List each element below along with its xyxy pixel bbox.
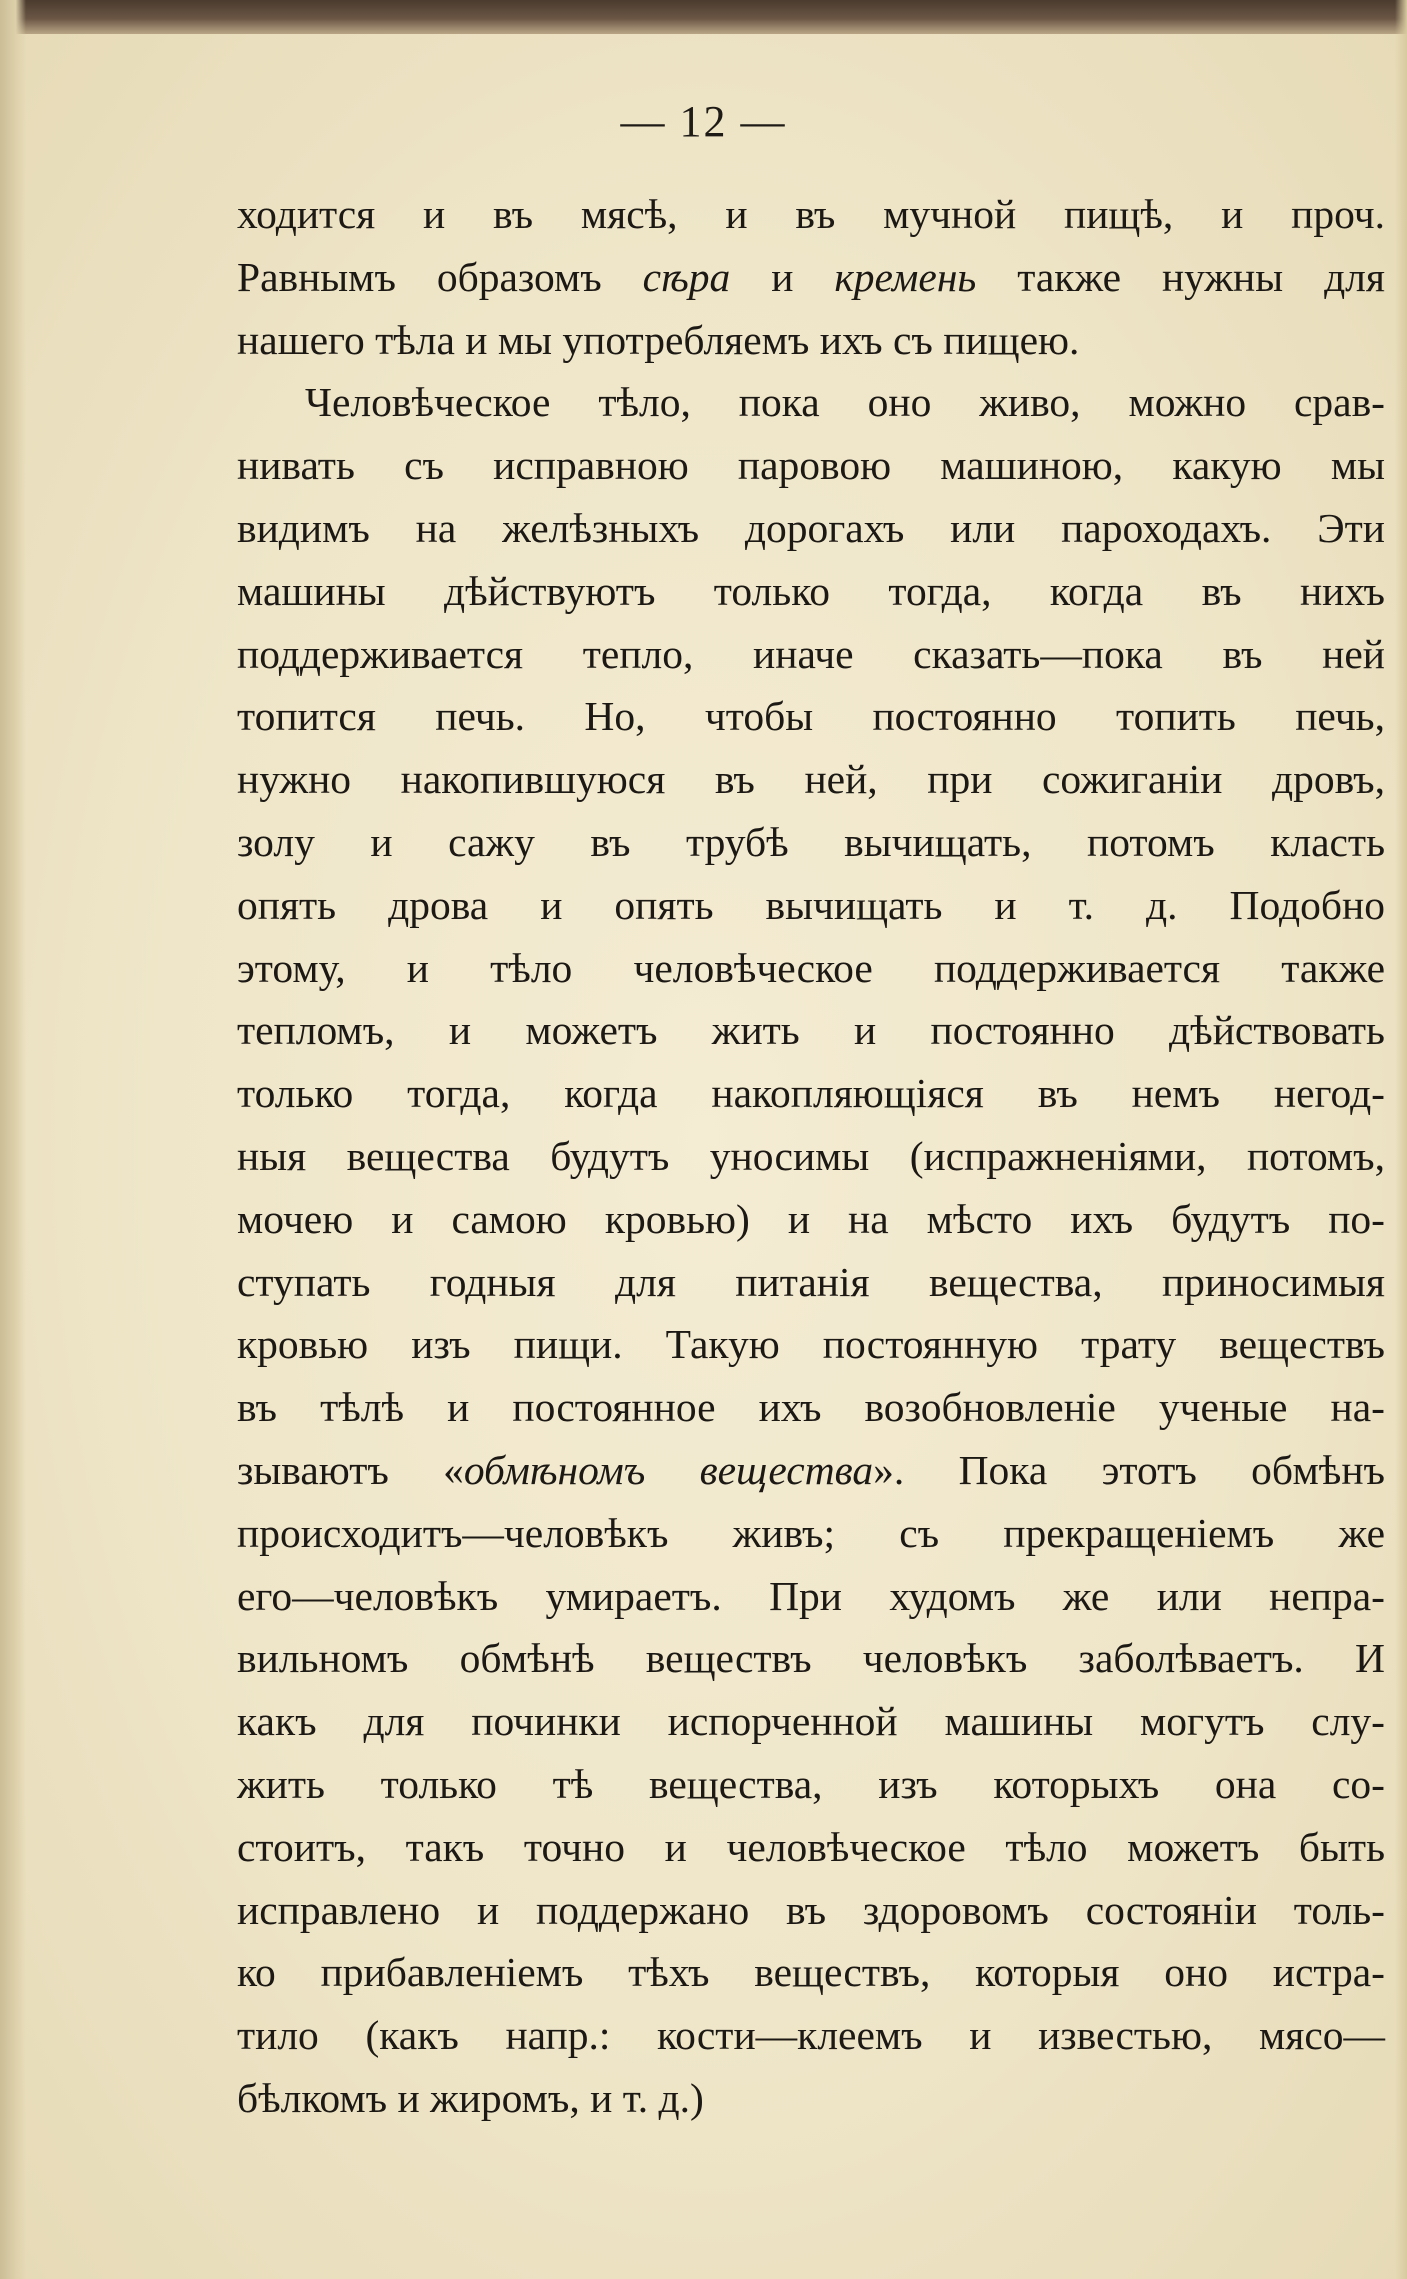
text-segment: также нужны для (976, 253, 1385, 300)
text-segment: поддерживается тепло, иначе сказать—пока въ ней (237, 630, 1385, 677)
text-line (237, 2004, 1385, 2067)
text-segment: ». Пока этотъ обмѣнъ (873, 1446, 1386, 1493)
text-line (237, 1879, 1385, 1942)
text-line (237, 1251, 1385, 1314)
page-number: — 12 — (620, 97, 787, 146)
text-segment: ходится и въ мясѣ, и въ мучной пищѣ, и проч. (237, 191, 1385, 237)
text-segment: ныя вещества будутъ уносимы (испражненіями, потомъ, (237, 1132, 1385, 1179)
text-segment: тепломъ, и можетъ жить и постоянно дѣйствовать (237, 1007, 1385, 1054)
text-segment: опять дрова и опять вычищать и т. д. Подобно (237, 881, 1385, 928)
text-line (237, 811, 1385, 874)
text-segment: и (730, 253, 835, 300)
text-line (237, 685, 1385, 748)
text-segment: машины дѣйствуютъ только тогда, когда въ нихъ (237, 567, 1385, 614)
text-segment: нужно накопившуюся въ ней, при сожиганіи дровъ, (237, 756, 1385, 803)
text-line (237, 497, 1385, 560)
italic-term: обмѣномъ вещества (463, 1446, 874, 1493)
text-line (237, 246, 1385, 309)
body-text (237, 183, 1385, 2130)
text-line (237, 937, 1385, 1000)
text-segment: въ тѣлѣ и постоянное ихъ возобновленіе ученые на- (237, 1384, 1385, 1431)
text-segment: исправлено и поддержано въ здоровомъ состояніи толь- (237, 1886, 1385, 1933)
text-line (237, 1313, 1385, 1376)
text-segment: бѣлкомъ и жиромъ, и т. д.) (237, 2074, 704, 2121)
text-segment: мочею и самою кровью) и на мѣсто ихъ будутъ по- (237, 1195, 1385, 1242)
italic-term: кремень (834, 253, 977, 300)
page-left-edge (0, 0, 26, 2279)
text-line (237, 183, 1385, 246)
text-segment: нашего тѣла и мы употребляемъ ихъ съ пищею. (237, 316, 1080, 363)
text-segment: Равнымъ образомъ (237, 253, 643, 300)
text-line (237, 2067, 1385, 2130)
text-segment: какъ для починки испорченной машины могутъ слу- (237, 1698, 1385, 1745)
text-segment: этому, и тѣло человѣческое поддерживается также (237, 944, 1385, 991)
text-segment: тило (какъ напр.: кости—клеемъ и известью, мясо— (237, 2012, 1385, 2059)
text-segment: происходитъ—человѣкъ живъ; съ прекращеніемъ же (237, 1509, 1385, 1556)
text-line (237, 1565, 1385, 1628)
page-right-edge (1395, 0, 1407, 2279)
text-segment: зываютъ « (237, 1446, 464, 1493)
text-line (237, 1439, 1385, 1502)
text-line (237, 999, 1385, 1062)
text-segment: стоитъ, такъ точно и человѣческое тѣло можетъ быть (237, 1823, 1385, 1870)
text-segment: топится печь. Но, чтобы постоянно топить печь, (237, 693, 1385, 740)
text-line (237, 874, 1385, 937)
text-segment: ко прибавленіемъ тѣхъ веществъ, которыя оно истра- (237, 1949, 1385, 1996)
italic-term: сѣра (642, 253, 731, 300)
text-line (237, 1627, 1385, 1690)
text-segment: его—человѣкъ умираетъ. При худомъ же или непра- (237, 1572, 1385, 1619)
text-line (237, 371, 1385, 434)
text-segment: золу и сажу въ трубѣ вычищать, потомъ класть (237, 818, 1385, 865)
text-segment: жить только тѣ вещества, изъ которыхъ она со- (237, 1760, 1385, 1807)
text-line (237, 1753, 1385, 1816)
text-line (237, 623, 1385, 686)
text-segment: вильномъ обмѣнѣ веществъ человѣкъ заболѣваетъ. И (237, 1635, 1385, 1682)
text-line (237, 1376, 1385, 1439)
text-line (237, 1062, 1385, 1125)
text-line (237, 434, 1385, 497)
text-line (237, 309, 1385, 372)
text-line (237, 560, 1385, 623)
text-segment: нивать съ исправною паровою машиною, какую мы (237, 442, 1385, 489)
text-line (237, 1690, 1385, 1753)
text-segment: видимъ на желѣзныхъ дорогахъ или пароходахъ. Эти (237, 504, 1385, 551)
text-line (237, 1502, 1385, 1565)
text-line (237, 1816, 1385, 1879)
text-segment: Человѣческое тѣло, пока оно живо, можно срав- (305, 379, 1385, 426)
text-line (237, 748, 1385, 811)
page-top-edge (0, 0, 1407, 34)
text-segment: ступать годныя для питанія вещества, приносимыя (237, 1258, 1385, 1305)
text-line (237, 1125, 1385, 1188)
text-line (237, 1941, 1385, 2004)
text-line (237, 1188, 1385, 1251)
text-segment: кровью изъ пищи. Такую постоянную трату веществъ (237, 1321, 1385, 1368)
text-segment: только тогда, когда накопляющіяся въ немъ негод- (237, 1070, 1385, 1117)
